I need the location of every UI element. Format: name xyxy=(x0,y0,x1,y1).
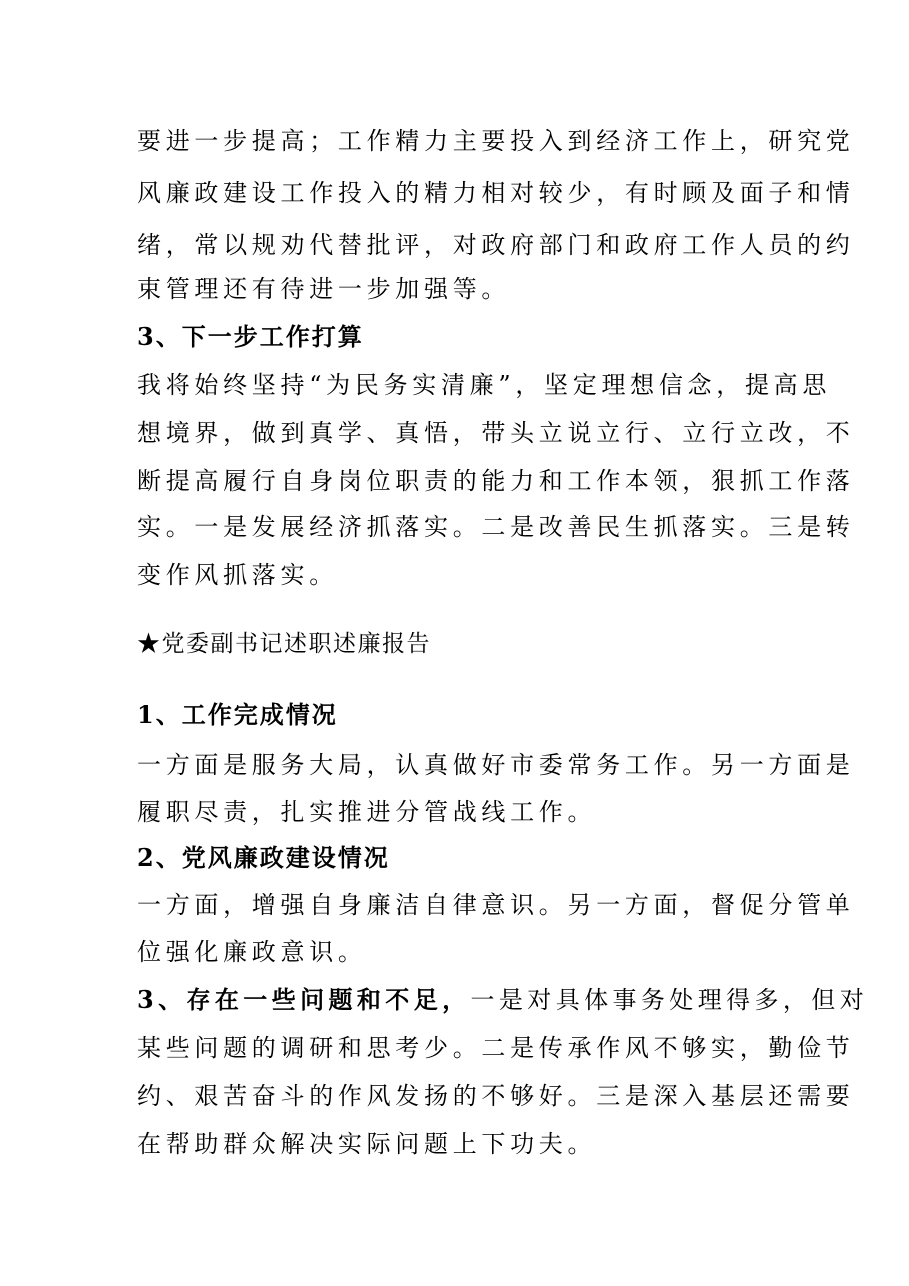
report-title: ★党委副书记述职述廉报告 xyxy=(137,631,431,657)
paragraph-line: 约、艰苦奋斗的作风发扬的不够好。三是深入基层还需要 xyxy=(137,1082,855,1110)
paragraph-line: 变作风抓落实。 xyxy=(137,561,338,589)
paragraph-line: 一方面是服务大局，认真做好市委常务工作。另一方面是 xyxy=(137,751,855,779)
paragraph-line: 要进一步提高；工作精力主要投入到经济工作上，研究党 xyxy=(137,127,855,155)
paragraph-line: 实。一是发展经济抓落实。二是改善民生抓落实。三是转 xyxy=(137,513,855,541)
section-heading-inline: 3、存在一些问题和不足， xyxy=(137,985,471,1014)
paragraph-text: 一是对具体事务处理得多，但对 xyxy=(470,986,869,1014)
paragraph-line: 在帮助群众解决实际问题上下功夫。 xyxy=(137,1130,597,1158)
paragraph-line: 想境界，做到真学、真悟，带头立说立行、立行立改，不 xyxy=(137,419,855,447)
paragraph-line xyxy=(137,984,869,1016)
section-heading: 2、党风廉政建设情况 xyxy=(137,843,390,872)
paragraph-line: 一方面，增强自身廉洁自律意识。另一方面，督促分管单 xyxy=(137,891,855,919)
paragraph-line: 风廉政建设工作投入的精力相对较少，有时顾及面子和情 xyxy=(137,179,855,207)
paragraph-line: 位强化廉政意识。 xyxy=(137,938,367,966)
paragraph-line: 束管理还有待进一步加强等。 xyxy=(137,275,511,303)
paragraph-line: 某些问题的调研和思考少。二是传承作风不够实，勤俭节 xyxy=(137,1034,855,1062)
paragraph-line: 履职尽责，扎实推进分管战线工作。 xyxy=(137,798,597,826)
paragraph-line: 断提高履行自身岗位职责的能力和工作本领，狠抓工作落 xyxy=(137,467,855,495)
paragraph-line: 绪，常以规劝代替批评，对政府部门和政府工作人员的约 xyxy=(137,231,855,259)
paragraph-line: 我将始终坚持“为民务实清廉”，坚定理想信念，提高思 xyxy=(137,371,832,399)
section-heading: 3、下一步工作打算 xyxy=(137,322,364,351)
section-heading: 1、工作完成情况 xyxy=(137,700,338,729)
